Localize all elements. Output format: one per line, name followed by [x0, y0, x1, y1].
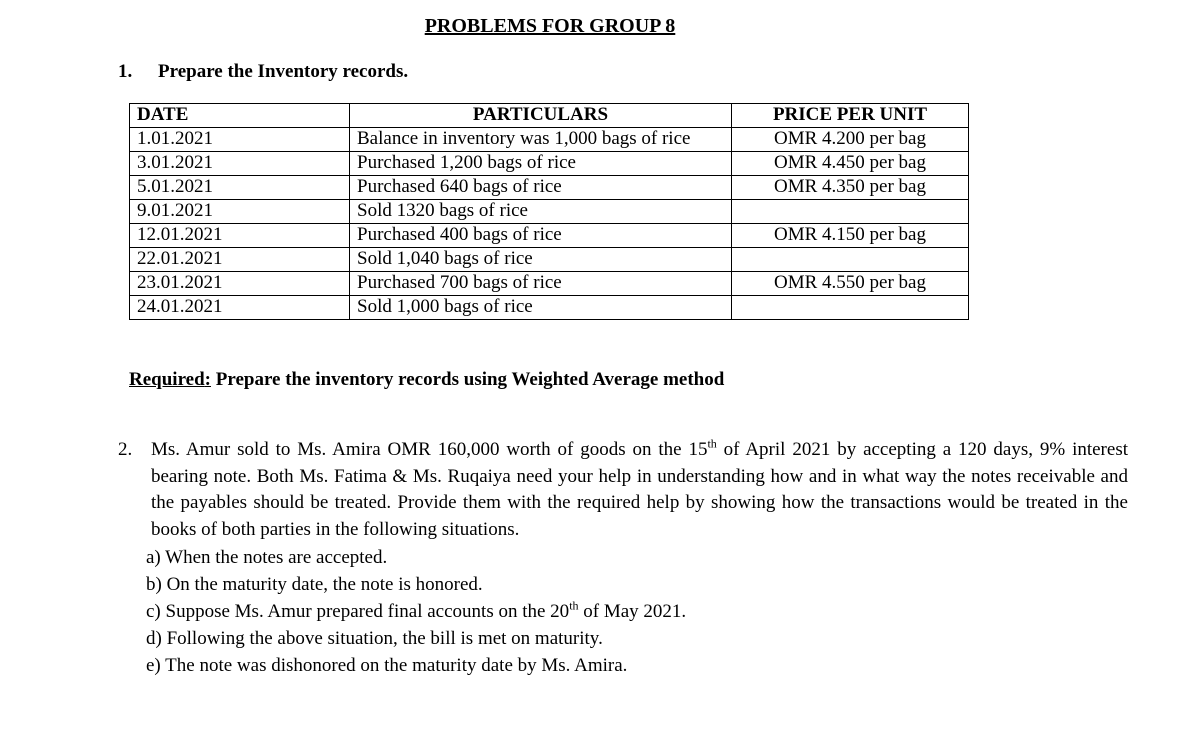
cell-particulars: Sold 1,040 bags of rice: [350, 248, 732, 272]
question-2-paragraph: [151, 437, 1128, 543]
sub-item-e: e) The note was dishonored on the maturity date by Ms. Amira.: [146, 655, 628, 676]
superscript-th: th: [707, 436, 717, 451]
table-row: [130, 224, 969, 248]
page-title: PROBLEMS FOR GROUP 8: [424, 15, 676, 37]
cell-date: 12.01.2021: [130, 224, 350, 248]
table-row: [130, 200, 969, 224]
sub-item-d: d) Following the above situation, the bill is met on maturity.: [146, 628, 603, 649]
cell-price: [732, 296, 969, 320]
header-date: DATE: [130, 104, 350, 128]
sub-item-c: [146, 598, 686, 625]
cell-price: OMR 4.150 per bag: [732, 224, 969, 248]
cell-price: OMR 4.550 per bag: [732, 272, 969, 296]
sub-item-c-tail: of May 2021.: [578, 601, 687, 622]
question-1-number: 1.: [118, 61, 133, 82]
table-row: [130, 152, 969, 176]
cell-price: OMR 4.450 per bag: [732, 152, 969, 176]
table-row: [130, 248, 969, 272]
header-price-per-unit: PRICE PER UNIT: [732, 104, 969, 128]
question-2-sub-items: [146, 544, 686, 679]
cell-particulars: Balance in inventory was 1,000 bags of rice: [350, 128, 732, 152]
table-row: [130, 128, 969, 152]
cell-price: [732, 200, 969, 224]
sub-item-a: a) When the notes are accepted.: [146, 547, 388, 568]
cell-particulars: Sold 1,000 bags of rice: [350, 296, 732, 320]
table-row: [130, 176, 969, 200]
question-1-text: Prepare the Inventory records.: [158, 61, 409, 82]
question-2: [118, 437, 1128, 543]
question-1-heading: [118, 61, 408, 83]
inventory-table: [129, 103, 969, 320]
cell-particulars: Purchased 700 bags of rice: [350, 272, 732, 296]
cell-particulars: Purchased 640 bags of rice: [350, 176, 732, 200]
required-label: Required: [129, 369, 205, 390]
cell-particulars: Purchased 1,200 bags of rice: [350, 152, 732, 176]
cell-date: 22.01.2021: [130, 248, 350, 272]
cell-particulars: Sold 1320 bags of rice: [350, 200, 732, 224]
header-particulars: PARTICULARS: [350, 104, 732, 128]
required-line: [129, 369, 724, 391]
required-text: Prepare the inventory records using Weighted Average method: [211, 369, 725, 390]
table-header-row: [130, 104, 969, 128]
cell-date: 23.01.2021: [130, 272, 350, 296]
cell-price: [732, 248, 969, 272]
cell-date: 3.01.2021: [130, 152, 350, 176]
question-2-number: 2.: [118, 439, 133, 460]
cell-date: 9.01.2021: [130, 200, 350, 224]
cell-date: 1.01.2021: [130, 128, 350, 152]
sub-item-b: b) On the maturity date, the note is honored.: [146, 574, 483, 595]
sub-item-c-text: c) Suppose Ms. Amur prepared final accounts on the 20: [146, 601, 570, 622]
table-row: [130, 272, 969, 296]
table-row: [130, 296, 969, 320]
question-2-text-part-1: Ms. Amur sold to Ms. Amira OMR 160,000 worth of goods on the 15: [151, 439, 708, 460]
cell-date: 5.01.2021: [130, 176, 350, 200]
superscript-th: th: [569, 598, 579, 613]
cell-date: 24.01.2021: [130, 296, 350, 320]
question-2-text-part-2: of April 2021 by accepting a 120 days, 9% interest bearing note. Both Ms. Fatima & Ms. Ruqaiya need your help in understanding how and in what way the notes receivable and the payables should be treated. Provide them with the required help by showing how the transactions would be treated in the books of both parties in the following situations.: [151, 439, 1128, 540]
cell-price: OMR 4.350 per bag: [732, 176, 969, 200]
required-colon: :: [204, 369, 211, 390]
cell-particulars: Purchased 400 bags of rice: [350, 224, 732, 248]
cell-price: OMR 4.200 per bag: [732, 128, 969, 152]
